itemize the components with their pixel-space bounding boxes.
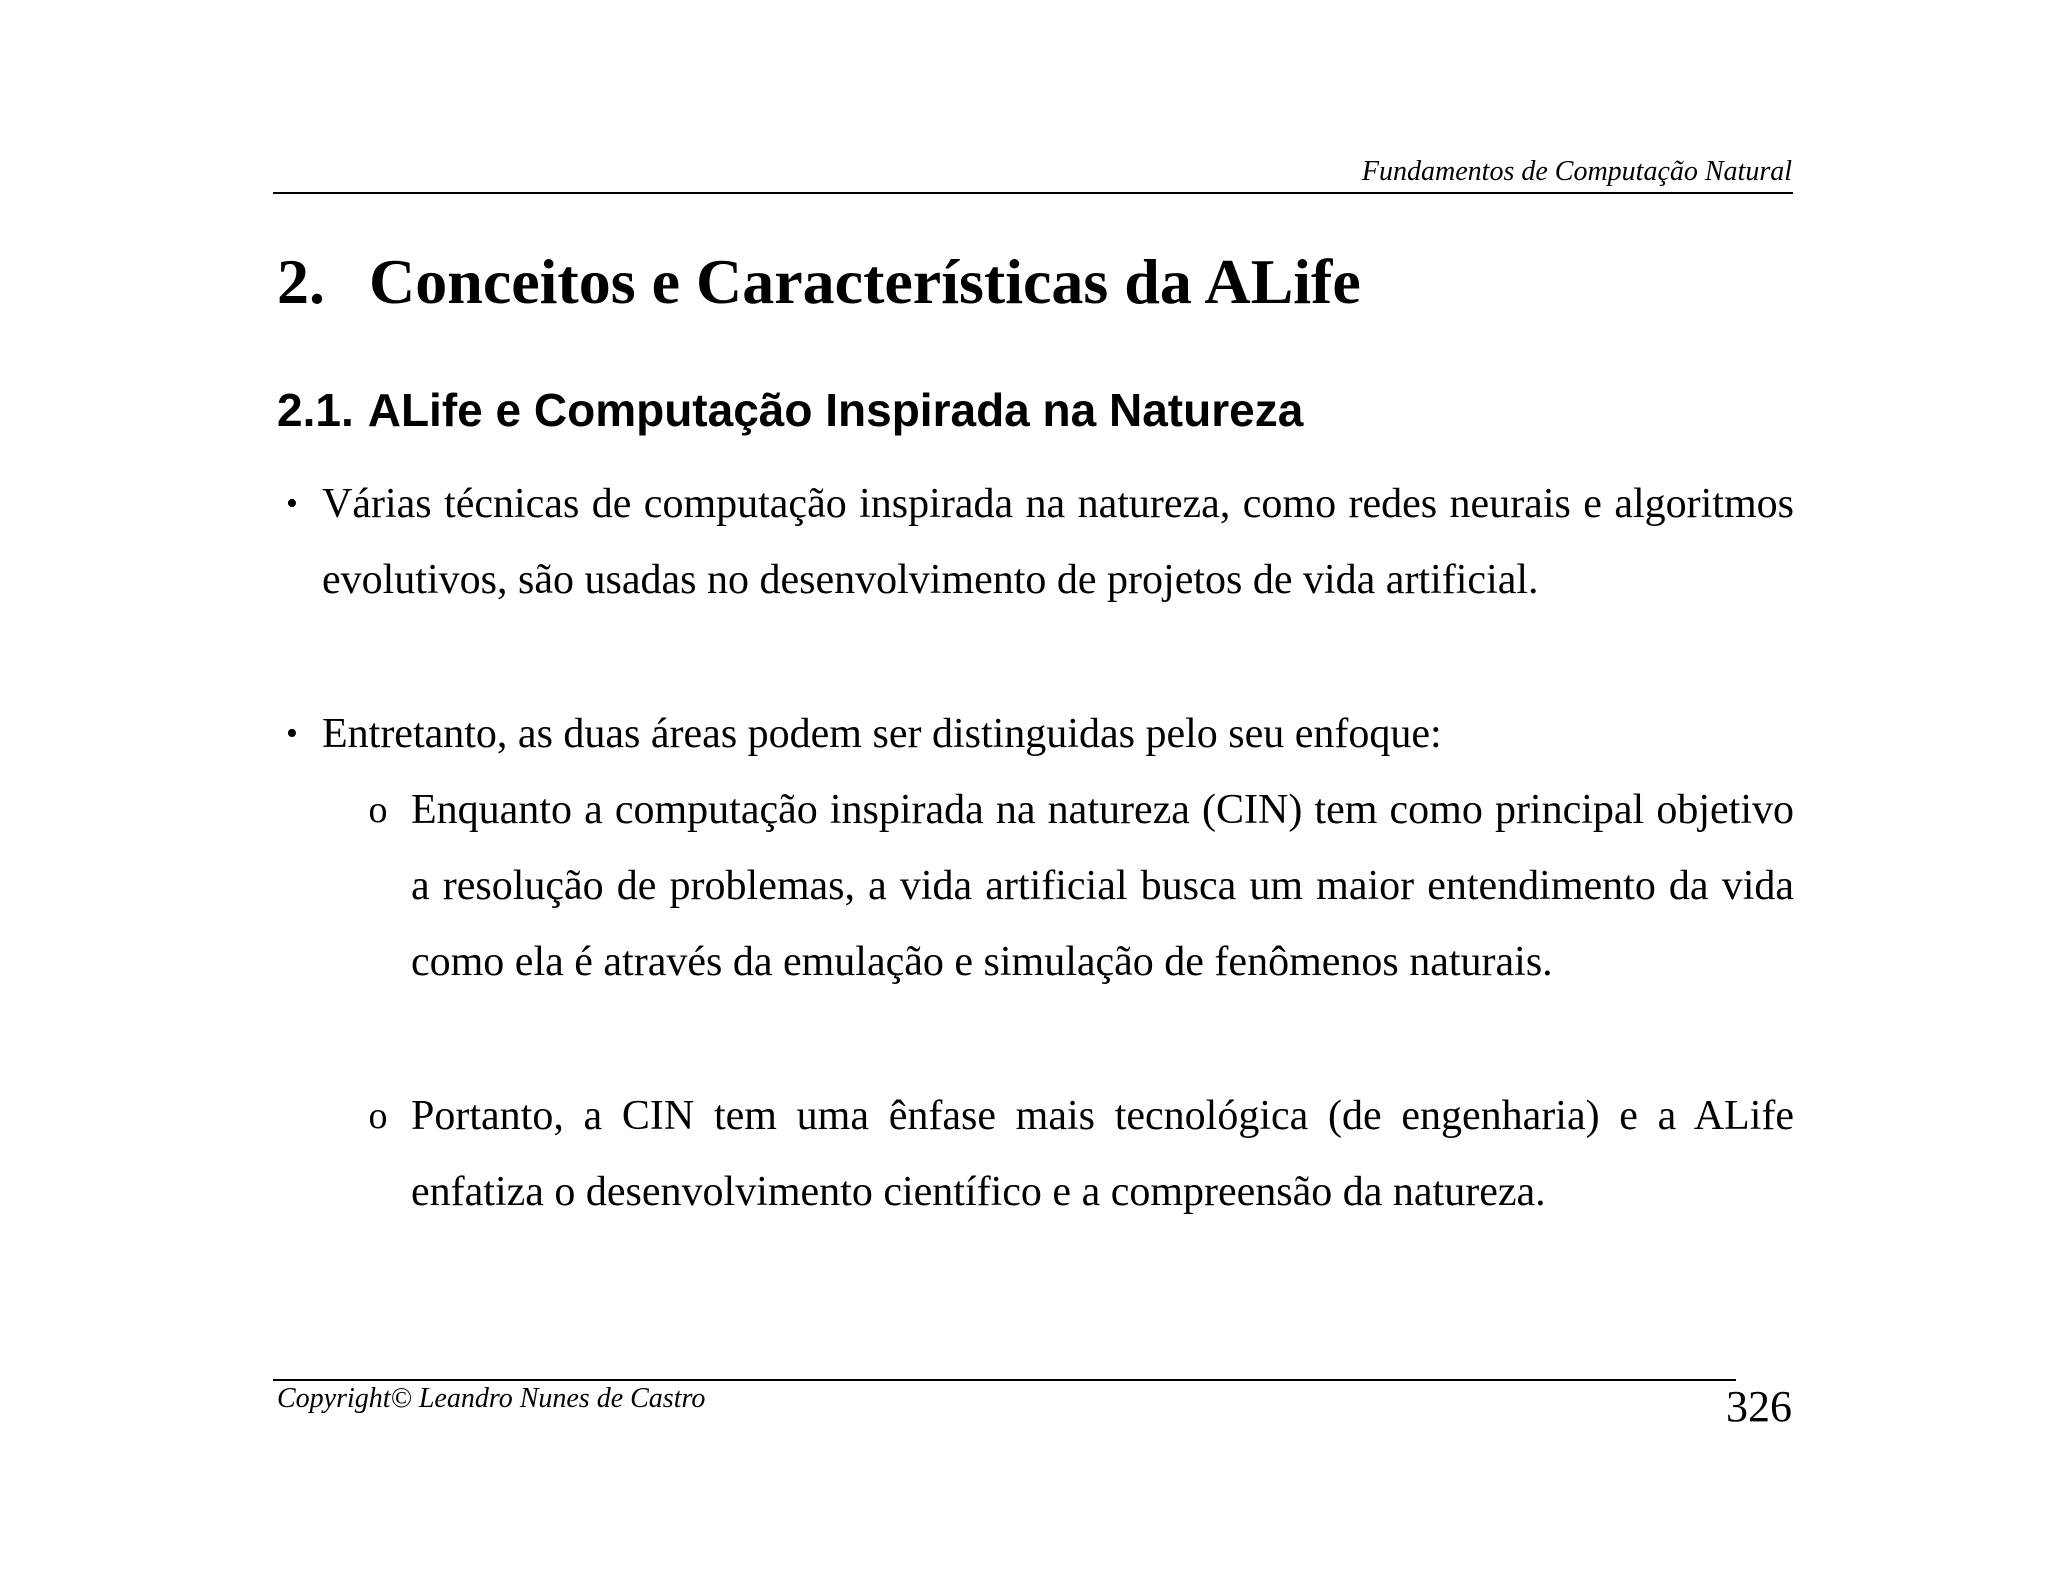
sub-bullet-marker: o	[368, 1095, 388, 1137]
sub-bullet-text: Enquanto a computação inspirada na natureza (CIN) tem como principal objetivo a resolução de problemas, a vida artificial busca um maior entendimento da vida como ela é através da emulação e simulação de fenômenos naturais.	[411, 787, 1794, 985]
bullet-item	[286, 696, 1794, 772]
chapter-title-text: Conceitos e Características da ALife	[369, 246, 1361, 317]
sub-bullet-text: Portanto, a CIN tem uma ênfase mais tecnológica (de engenharia) e a ALife enfatiza o desenvolvimento científico e a compreensão da natureza.	[411, 1093, 1794, 1215]
footer-copyright: Copyright© Leandro Nunes de Castro	[277, 1383, 706, 1414]
header-divider	[273, 192, 1793, 194]
chapter-title	[277, 244, 1361, 320]
bullet-marker: •	[286, 485, 298, 522]
bullet-item	[286, 466, 1794, 618]
running-header: Fundamentos de Computação Natural	[1361, 156, 1792, 187]
sub-bullet-marker: o	[368, 789, 388, 831]
section-number: 2.1.	[277, 384, 354, 436]
footer-divider	[273, 1379, 1736, 1381]
page-number: 326	[1726, 1382, 1792, 1431]
sub-bullet-item	[368, 1078, 1794, 1230]
bullet-text: Várias técnicas de computação inspirada na natureza, como redes neurais e algoritmos evolutivos, são usadas no desenvolvimento de projetos de vida artificial.	[322, 481, 1794, 603]
bullet-text: Entretanto, as duas áreas podem ser distinguidas pelo seu enfoque:	[322, 711, 1442, 757]
chapter-number: 2.	[277, 246, 325, 317]
section-title	[277, 382, 1303, 438]
bullet-marker: •	[286, 715, 298, 752]
sub-bullet-item	[368, 772, 1794, 1000]
section-title-text: ALife e Computação Inspirada na Natureza	[367, 384, 1304, 436]
